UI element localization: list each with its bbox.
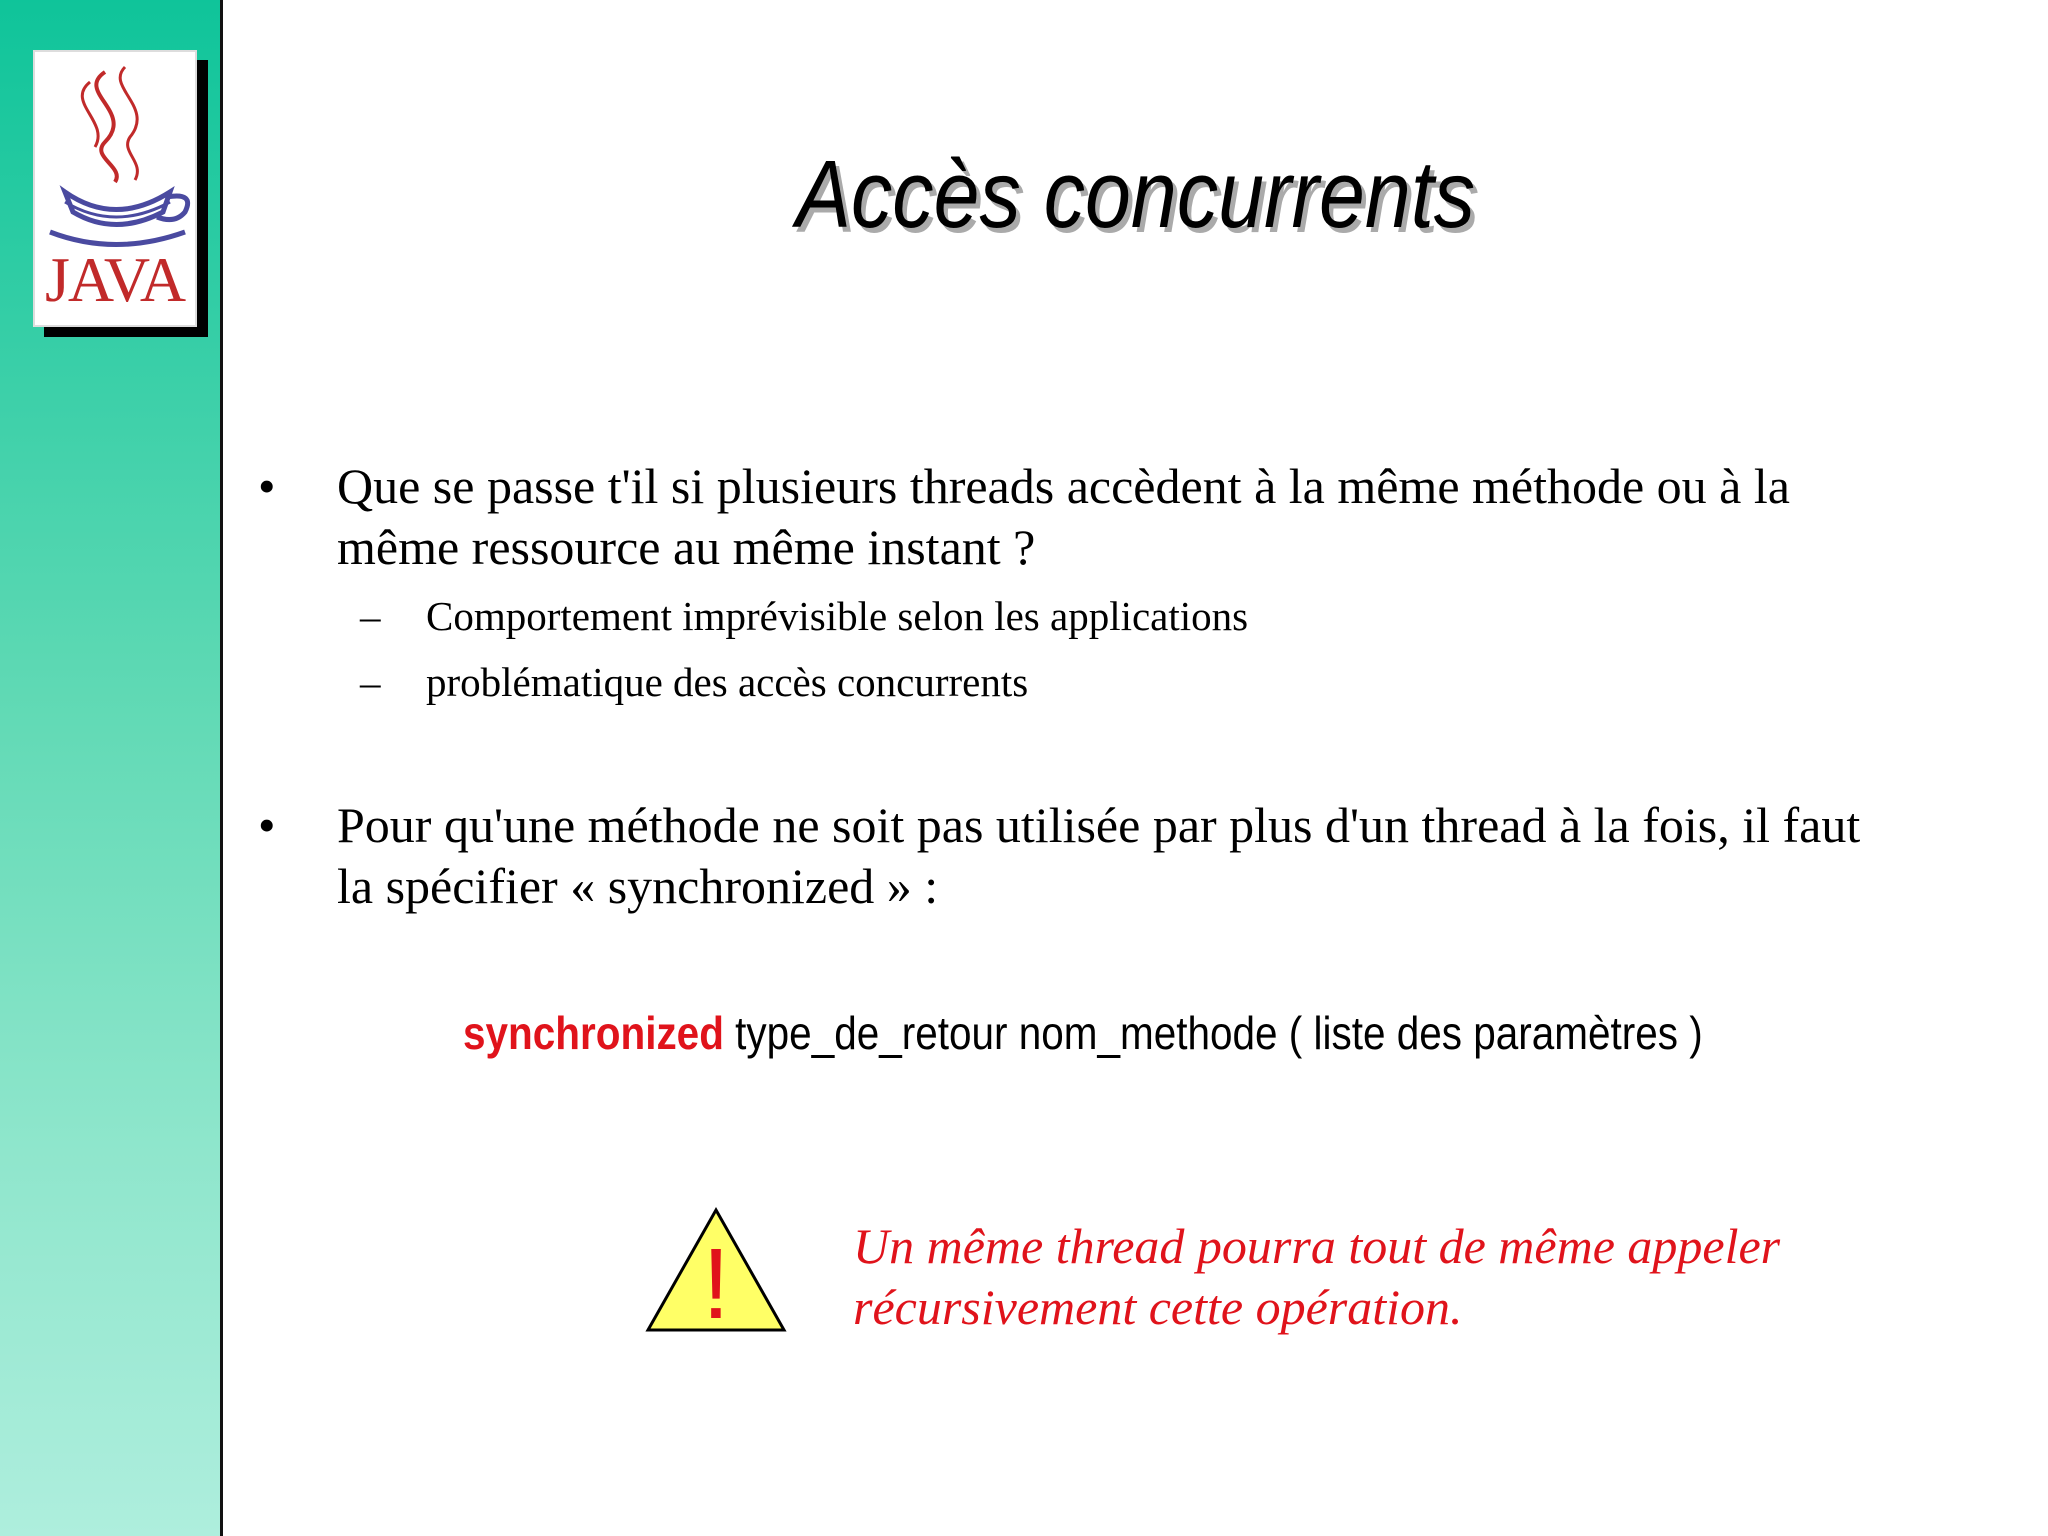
java-logo [33, 50, 197, 327]
slide-title: Accès concurrents [795, 141, 1476, 248]
warning-note: Un même thread pourra tout de même appeler récursivement cette opération. [853, 1218, 1781, 1335]
warning-mark: ! [702, 1228, 730, 1336]
bullet-marker: • [258, 458, 276, 514]
code-rest: type_de_retour nom_methode ( liste des paramètres ) [723, 1007, 1703, 1059]
warning-triangle-icon [644, 1206, 788, 1341]
dash-marker: – [360, 593, 381, 639]
logo-text: JAVA [45, 244, 185, 315]
coffee-cup-icon [35, 52, 195, 252]
code-keyword: synchronized [463, 1007, 724, 1059]
bullet-text-1: Que se passe t'il si plusieurs threads accèdent à la même méthode ou à la même ressource au même instant ? [337, 458, 1790, 575]
dash-marker: – [360, 659, 381, 705]
bullet-text-2: Pour qu'une méthode ne soit pas utilisée par plus d'un thread à la fois, il faut la spécifier « synchronized » : [337, 797, 1861, 914]
code-signature [463, 1006, 1703, 1060]
bullet-marker: • [258, 797, 276, 853]
subitem-1: Comportement imprévisible selon les applications [426, 593, 1249, 639]
subitem-2: problématique des accès concurrents [426, 659, 1029, 705]
